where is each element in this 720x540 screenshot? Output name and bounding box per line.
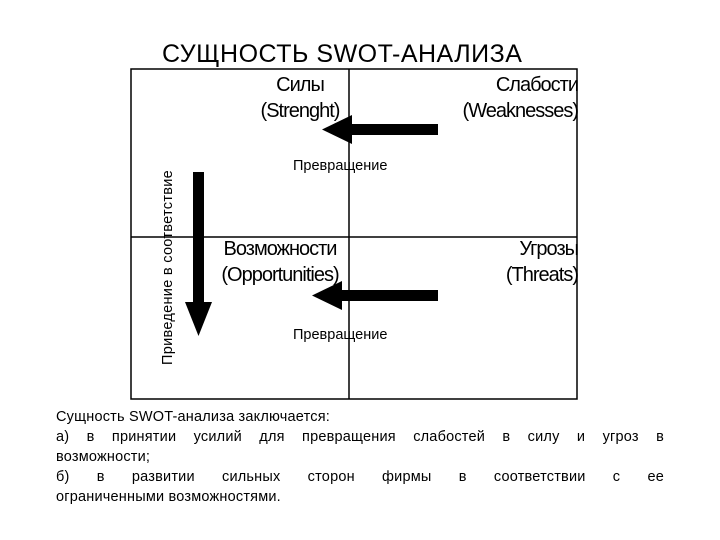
description-line: возможности;	[56, 449, 151, 465]
quadrant-opportunities	[200, 236, 360, 288]
opportunities-ru: Возможности	[223, 238, 337, 260]
description-line: а) в принятии усилий для превращения слабостей в силу и угроз в	[56, 429, 664, 445]
description-line: Сущность SWOT-анализа заключается:	[56, 409, 331, 425]
threats-ru: Угрозы	[519, 238, 578, 260]
weaknesses-ru: Слабости	[495, 74, 578, 96]
page-title: СУЩНОСТЬ SWOT-АНАЛИЗА	[162, 40, 523, 68]
description	[56, 407, 664, 507]
side-label: Приведение в соответствие	[160, 169, 176, 365]
quadrant-strengths	[240, 72, 360, 124]
strengths-ru: Силы	[276, 74, 324, 96]
arrow-label-bottom: Превращение	[293, 327, 388, 343]
weaknesses-en: (Weaknesses)	[462, 100, 578, 122]
arrow-label-top: Превращение	[293, 158, 388, 174]
quadrant-threats	[460, 236, 578, 288]
opportunities-en: (Opportunities)	[221, 264, 339, 286]
threats-en: (Threats)	[505, 264, 578, 286]
strengths-en: (Strenght)	[260, 100, 340, 122]
quadrant-weaknesses	[428, 72, 578, 124]
description-line: б) в развитии сильных сторон фирмы в соответствии с ее	[56, 469, 664, 485]
description-line: ограниченными возможностями.	[56, 489, 281, 505]
